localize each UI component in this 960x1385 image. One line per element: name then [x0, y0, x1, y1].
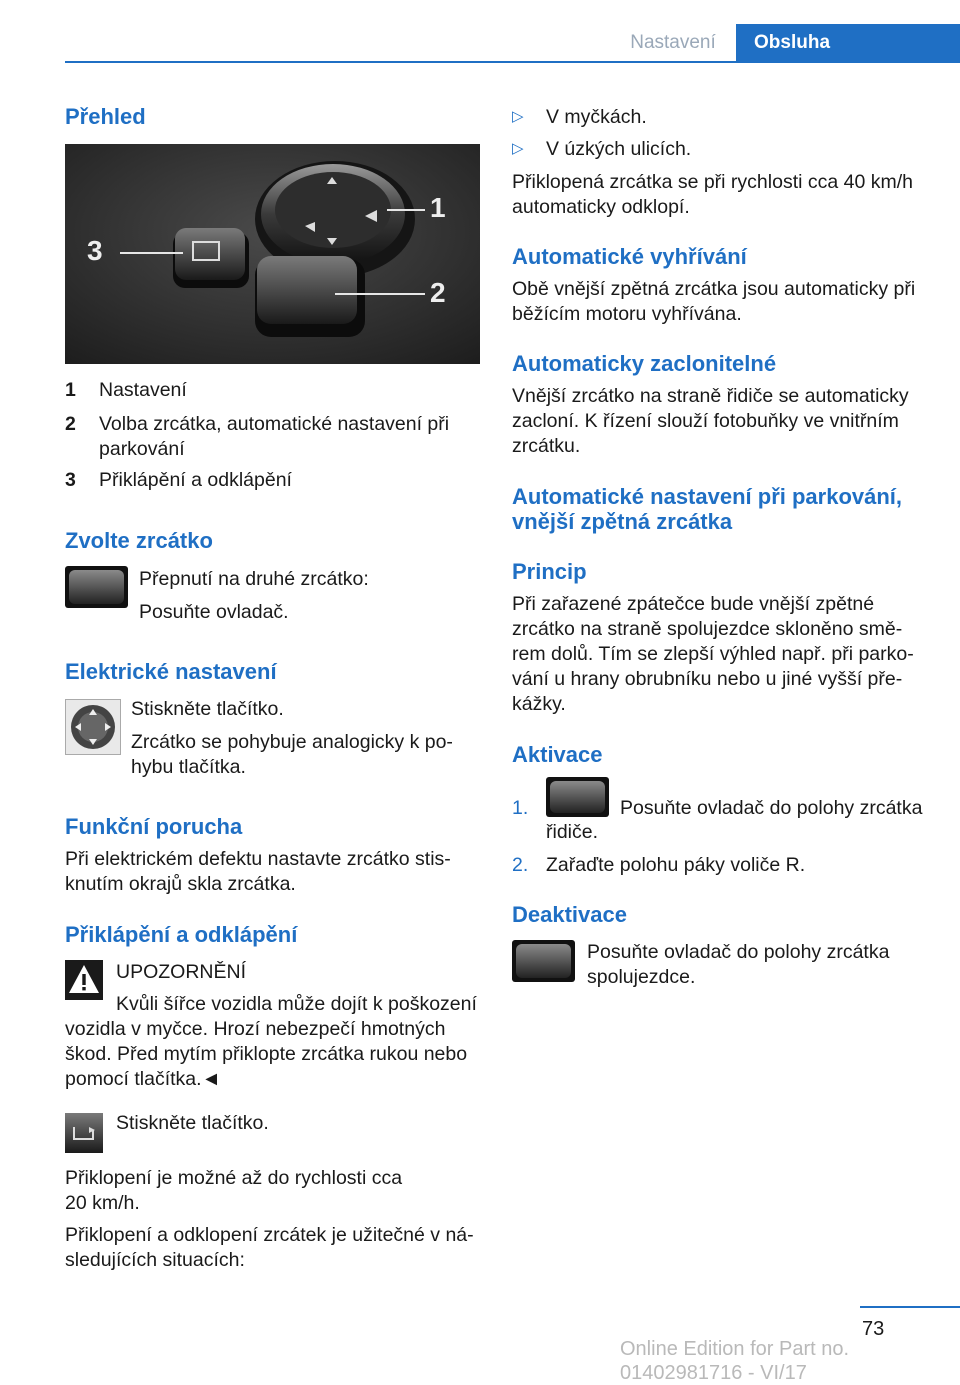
- heading-funkcni-porucha: Funkční porucha: [65, 814, 243, 839]
- heading-deaktivace: Deaktivace: [512, 902, 627, 927]
- aktivace-step-2-text: Zařaďte polohu páky voliče R.: [546, 854, 806, 876]
- vyh-text-1: Obě vnější zpětná zrcátka jsou automaticky při: [512, 278, 916, 300]
- joystick-button-icon: [65, 699, 121, 755]
- bullet-marker-2: ▷: [512, 140, 524, 157]
- warning-text-4: pomocí tlačítka.◄: [65, 1068, 221, 1090]
- fold-text-2: automaticky odklopí.: [512, 196, 690, 218]
- mirror-control-illustration: [65, 144, 480, 364]
- legend-text-3: Přiklápění a odklápění: [99, 469, 292, 491]
- el-text-1: Stiskněte tlačítko.: [131, 698, 284, 720]
- warning-text-3: škod. Před mytím přiklopte zrcátka rukou nebo: [65, 1043, 468, 1065]
- heading-park-line-2: vnější zpětná zrcátka: [512, 509, 733, 534]
- aktivace-step-1-text: Posuňte ovladač do polohy zrcátka: [620, 797, 923, 819]
- legend-text-2: Volba zrcátka, automatické nastavení při: [99, 413, 450, 435]
- fold-text-1: Přiklopená zrcátka se při rychlosti cca 40 km/h: [512, 171, 913, 193]
- legend-text-1: Nastavení: [99, 379, 187, 401]
- vyh-text-2: běžícím motoru vyhřívána.: [512, 303, 742, 325]
- warning-triangle-icon: [65, 960, 103, 1000]
- heading-park-line-1: Automatické nastavení při parkování,: [512, 484, 903, 509]
- heading-prehled: Přehled: [65, 104, 146, 129]
- joystick-arrows-icon: [66, 700, 120, 754]
- prik-button-text: Stiskněte tlačítko.: [116, 1112, 269, 1134]
- bullet-text-1: V myčkách.: [546, 106, 647, 128]
- zvolte-text-1: Přepnutí na druhé zrcátko:: [139, 568, 369, 590]
- heading-princip: Princip: [512, 559, 587, 584]
- zvolte-text-2: Posuňte ovladač.: [139, 601, 289, 623]
- porucha-text-1: Při elektrickém defektu nastavte zrcátko stis-: [65, 848, 451, 870]
- slider-control-icon: [65, 566, 128, 608]
- warning-icon: [65, 960, 103, 1000]
- el-text-3: hybu tlačítka.: [131, 756, 246, 778]
- prik-text-1: Přiklopení je možné až do rychlosti cca: [65, 1167, 403, 1189]
- warning-title: UPOZORNĚNÍ: [116, 961, 247, 983]
- photo-callout-3: 3: [87, 235, 103, 266]
- bullet-text-2: V úzkých ulicích.: [546, 138, 692, 160]
- header-tab-nastaveni[interactable]: Nastavení: [630, 32, 716, 53]
- legend-text-2-cont: parkování: [99, 438, 185, 460]
- princip-text-5: kážky.: [512, 693, 566, 715]
- heading-zvolte-zrcatko: Zvolte zrcátko: [65, 528, 213, 553]
- zac-text-2: zacloní. K řízení slouží fotobuňky ve vnitřním: [512, 410, 899, 432]
- legend-num-1: 1: [65, 379, 76, 401]
- princip-text-1: Při zařazené zpátečce bude vnější zpětné: [512, 593, 875, 615]
- slider-passenger-icon: [512, 940, 575, 982]
- deaktivace-text-2: spolujezdce.: [587, 966, 696, 988]
- heading-aktivace: Aktivace: [512, 742, 603, 767]
- edition-watermark: Online Edition for Part no. 01402981716 - VI/17: [620, 1338, 850, 1384]
- aktivace-step-1-cont: řidiče.: [546, 821, 599, 843]
- header-rule: [65, 61, 960, 63]
- photo-callout-2: 2: [430, 277, 446, 308]
- warning-text-1: Kvůli šířce vozidla může dojít k poškození: [116, 993, 477, 1015]
- photo-callout-1: 1: [430, 192, 446, 223]
- princip-text-3: rem dolů. Tím se zlepší výhled např. při parko-: [512, 643, 914, 665]
- page-number: 73: [862, 1318, 885, 1340]
- zac-text-1: Vnější zrcátko na straně řidiče se automaticky: [512, 385, 909, 407]
- zac-text-3: zrcátku.: [512, 435, 581, 457]
- fold-mirror-icon: [65, 1113, 103, 1153]
- legend-num-2: 2: [65, 413, 76, 435]
- heading-elektricke-nastaveni: Elektrické nastavení: [65, 659, 277, 684]
- heading-priklapeni: Přiklápění a odklápění: [65, 922, 298, 947]
- deaktivace-text-1: Posuňte ovladač do polohy zrcátka: [587, 941, 890, 963]
- el-text-2: Zrcátko se pohybuje analogicky k po-: [131, 731, 453, 753]
- prik-text-4: sledujících situacích:: [65, 1249, 245, 1271]
- prik-text-2: 20 km/h.: [65, 1192, 140, 1214]
- header-tab-obsluha[interactable]: Obsluha: [736, 24, 960, 61]
- aktivace-step-1-num: 1.: [512, 797, 529, 819]
- bullet-marker-1: ▷: [512, 108, 524, 125]
- fold-button-icon: [65, 1113, 103, 1153]
- footer-rule: [860, 1306, 960, 1308]
- princip-text-4: vání u hrany obrubníku nebo u jiné vyšší pře-: [512, 668, 903, 690]
- heading-zaclonitelne: Automaticky zaclonitelné: [512, 351, 777, 376]
- porucha-text-2: knutím okrajů skla zrcátka.: [65, 873, 296, 895]
- heading-vyhrivani: Automatické vyhřívání: [512, 244, 747, 269]
- legend-num-3: 3: [65, 469, 76, 491]
- aktivace-step-2-num: 2.: [512, 854, 529, 876]
- mirror-control-photo: [65, 144, 480, 364]
- slider-driver-icon: [546, 777, 609, 817]
- warning-text-2: vozidla v myčce. Hrozí nebezpečí hmotných: [65, 1018, 446, 1040]
- princip-text-2: zrcátko na straně spolujezdce skloněno smě-: [512, 618, 903, 640]
- prik-text-3: Přiklopení a odklopení zrcátek je užitečné v ná-: [65, 1224, 474, 1246]
